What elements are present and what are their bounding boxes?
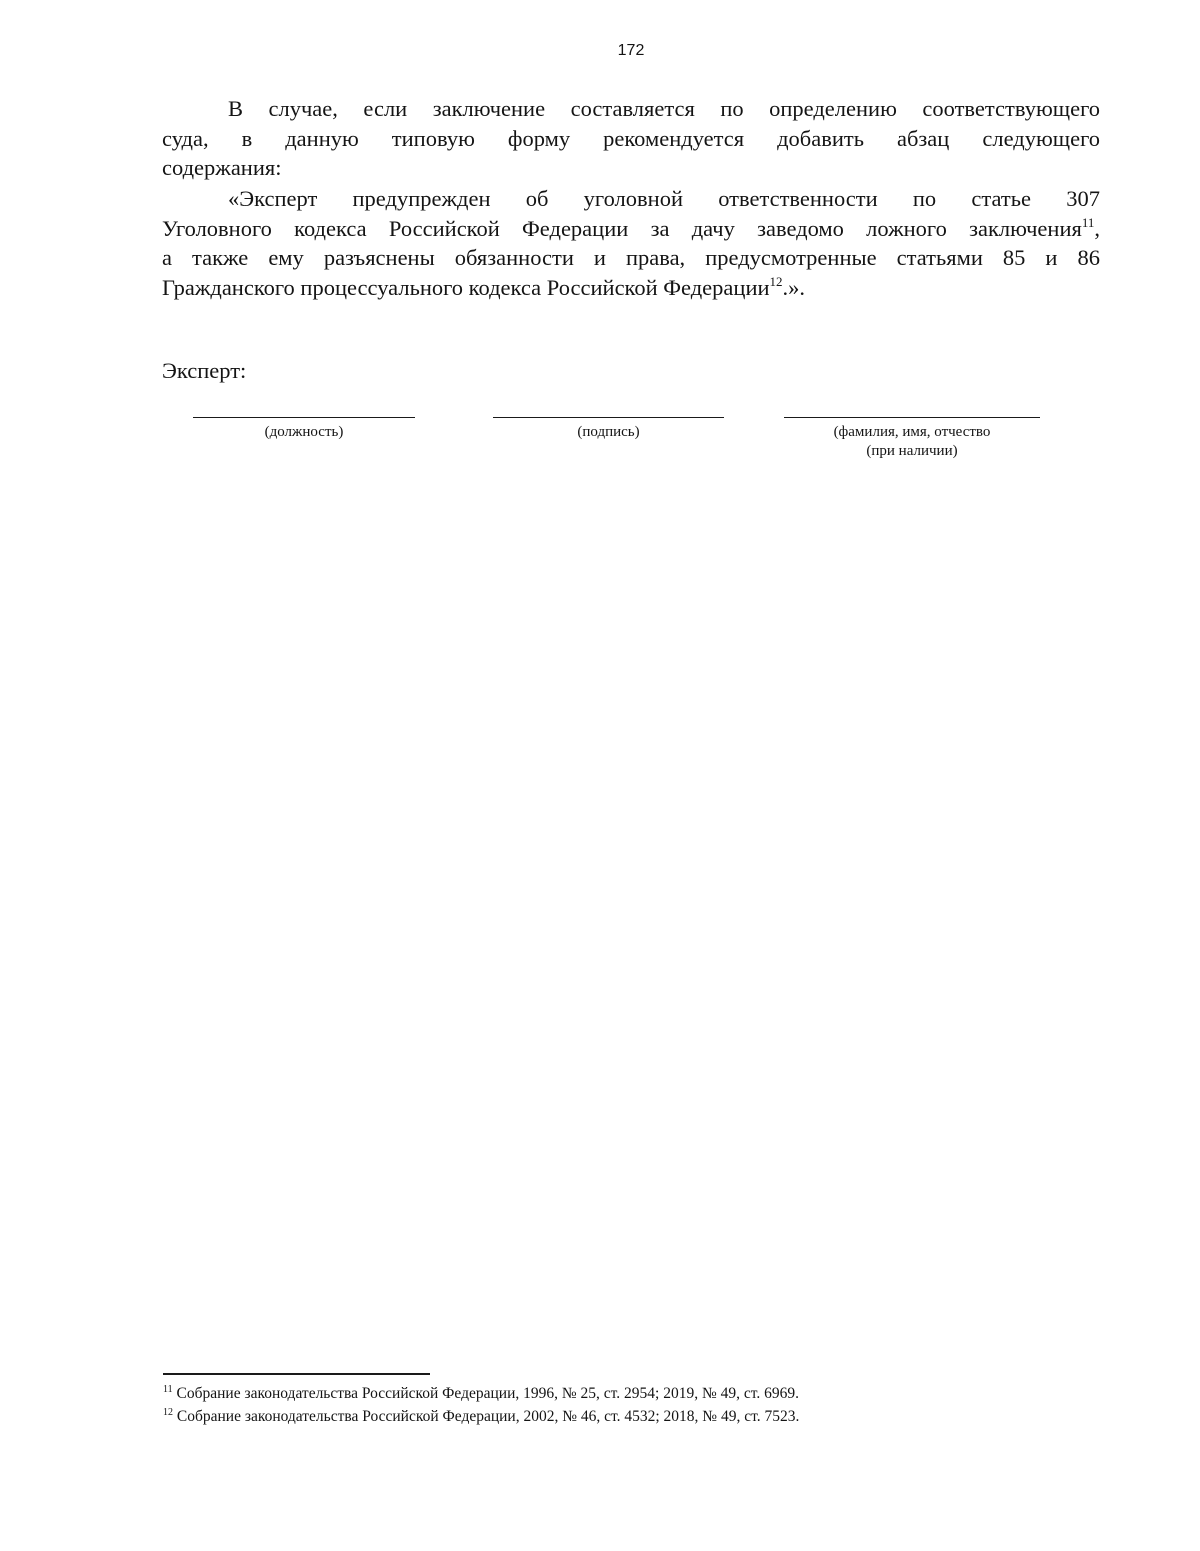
position-signature-line bbox=[193, 417, 415, 418]
quote-line-4 bbox=[162, 273, 1100, 303]
expert-label: Эксперт: bbox=[162, 358, 247, 383]
quote-line-1: «Эксперт предупрежден об уголовной ответственности по статье 307 bbox=[228, 186, 1100, 211]
footnote-11 bbox=[163, 1384, 799, 1404]
footnote-12-text: Собрание законодательства Российской Федерации, 2002, № 46, ст. 4532; 2018, № 49, ст. 7523. bbox=[176, 1408, 800, 1425]
footnote-11-marker: 11 bbox=[163, 1384, 173, 1395]
intro-line-1: В случае, если заключение составляется по определению соответствующего bbox=[228, 96, 1100, 121]
quote-line-2 bbox=[162, 214, 1100, 244]
page-number: 172 bbox=[617, 42, 645, 59]
footnote-12-marker: 12 bbox=[163, 1407, 173, 1418]
footnote-ref-11: 11 bbox=[1081, 214, 1095, 230]
quote-line-2-tail: , bbox=[1094, 215, 1100, 241]
name-caption bbox=[784, 423, 1040, 461]
quote-line-3: а также ему разъяснены обязанности и права, предусмотренные статьями 85 и 86 bbox=[162, 245, 1100, 270]
intro-paragraph bbox=[162, 94, 1100, 183]
signature-line bbox=[493, 417, 724, 418]
intro-line-3: содержания: bbox=[162, 155, 282, 180]
name-caption-line-2: (при наличии) bbox=[866, 443, 958, 459]
footnote-ref-12: 12 bbox=[769, 273, 783, 289]
name-signature-line bbox=[784, 417, 1040, 418]
name-caption-line-1: (фамилия, имя, отчество bbox=[833, 424, 991, 440]
intro-line-2: суда, в данную типовую форму рекомендуется добавить абзац следующего bbox=[162, 125, 1100, 151]
signature-caption: (подпись) bbox=[577, 424, 640, 440]
quote-line-4-tail: .». bbox=[782, 274, 806, 300]
position-caption: (должность) bbox=[264, 424, 344, 440]
footnote-12 bbox=[163, 1407, 799, 1427]
footnote-separator bbox=[163, 1373, 430, 1375]
quote-line-2-text: Уголовного кодекса Российской Федерации за дачу заведомо ложного заключения bbox=[162, 215, 1082, 241]
quote-line-4-text: Гражданского процессуального кодекса Российской Федерации bbox=[162, 274, 770, 300]
quoted-paragraph bbox=[162, 184, 1100, 302]
footnote-11-text: Собрание законодательства Российской Федерации, 1996, № 25, ст. 2954; 2019, № 49, ст. 6969. bbox=[176, 1385, 799, 1402]
